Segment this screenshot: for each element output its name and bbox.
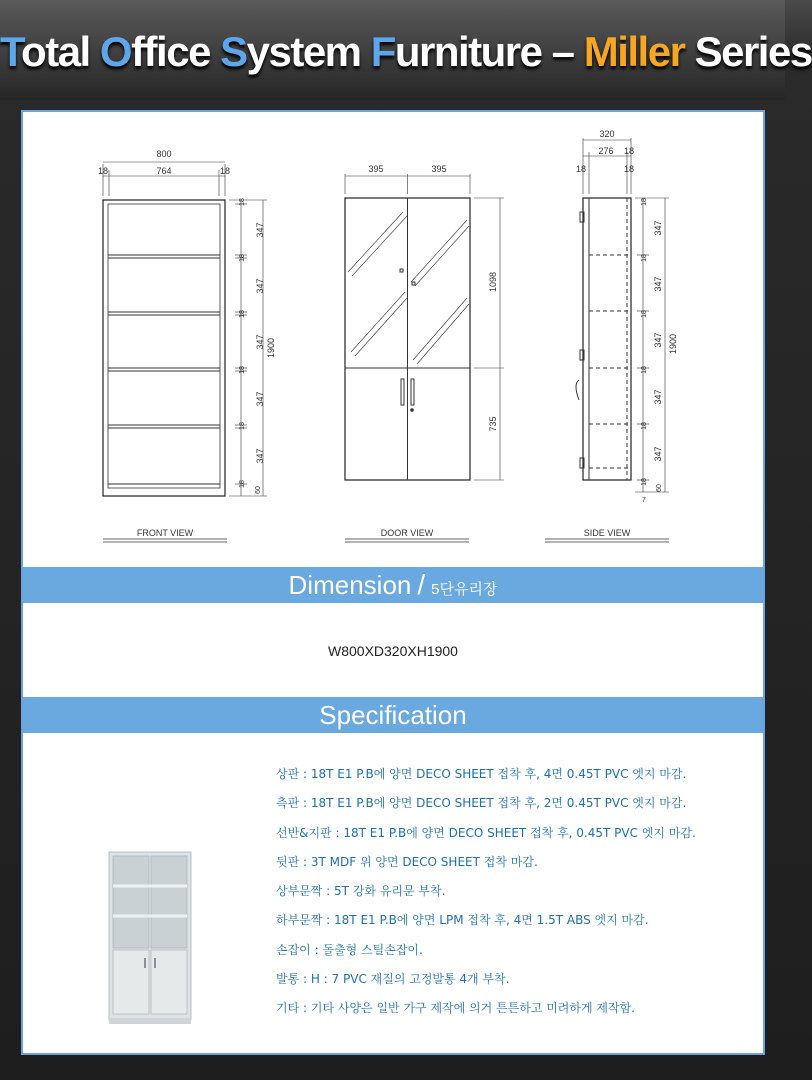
front-board-label-6: 18 xyxy=(239,480,246,488)
front-board-label-4: 18 xyxy=(239,366,246,374)
title-word-2: Office xyxy=(99,28,221,75)
specification-header xyxy=(23,697,763,733)
front-shelf-label-2: 347 xyxy=(255,278,265,294)
side-board-label-4: 18 xyxy=(641,366,648,374)
front-board-label-3: 18 xyxy=(239,310,246,318)
side-board-label-3: 18 xyxy=(641,310,648,318)
side-base-label: 60 xyxy=(656,484,663,492)
spec-item-side-panel: 측판 : 18T E1 P.B에 양면 DECO SHEET 접착 후, 2면 0.45T PVC 엣지 마감. xyxy=(276,796,687,811)
side-shelf-label-4: 347 xyxy=(653,389,663,405)
dimension-slash: / xyxy=(417,569,426,600)
side-board-label-2: 18 xyxy=(641,254,648,262)
front-side-left-label: 18 xyxy=(97,166,109,176)
spec-item-lower-door: 하부문짝 : 18T E1 P.B에 양면 LPM 접착 후, 4면 1.5T ABS 엣지 마감. xyxy=(276,913,649,928)
front-board-label-2: 18 xyxy=(239,254,246,262)
dimension-header xyxy=(23,567,763,603)
title-word-4: Furniture – xyxy=(370,28,584,75)
front-width-label: 800 xyxy=(156,149,172,159)
front-board-label-5: 18 xyxy=(239,422,246,430)
side-depth-label: 320 xyxy=(599,129,615,139)
spec-item-back-panel: 뒷판 : 3T MDF 위 양면 DECO SHEET 접착 마감. xyxy=(276,854,538,869)
specification-list xyxy=(276,764,696,1028)
door-dimension-labels xyxy=(368,164,498,538)
side-side-right-label: 18 xyxy=(623,164,635,174)
front-height-label: 1900 xyxy=(266,337,276,359)
dimension-subtitle: 5단유리장 xyxy=(431,581,498,598)
spec-item-other: 기타 : 기타 사양은 일반 가구 제작에 의거 튼튼하고 미려하게 제작함. xyxy=(276,1001,635,1016)
front-board-label-1: 18 xyxy=(239,198,246,206)
side-board-label-5: 18 xyxy=(641,422,648,430)
product-panel xyxy=(21,110,765,1055)
front-shelf-label-5: 347 xyxy=(255,448,265,464)
side-foot-label: 7 xyxy=(642,497,646,504)
front-shelf-label-1: 347 xyxy=(255,222,265,238)
front-dimension-labels xyxy=(98,149,276,538)
front-inner-label: 764 xyxy=(156,166,172,176)
title-word-1: Total xyxy=(0,28,100,75)
product-illustration xyxy=(105,850,195,1030)
front-base-label: 60 xyxy=(255,486,262,494)
dimension-title: Dimension xyxy=(288,570,412,600)
side-shelf-label-3: 347 xyxy=(653,332,663,348)
spec-item-handle: 손잡이 : 돌출형 스틸손잡이. xyxy=(276,942,423,957)
side-view xyxy=(545,138,669,542)
door-view xyxy=(345,174,504,542)
side-board-label-1: 18 xyxy=(641,198,648,206)
side-view-label: SIDE VIEW xyxy=(583,528,631,538)
side-height-label: 1900 xyxy=(668,333,678,355)
door-lower-label: 735 xyxy=(488,416,498,432)
door-upper-label: 1098 xyxy=(488,271,498,293)
specification-title: Specification xyxy=(319,700,467,730)
spec-item-feet: 발통 : H : 7 PVC 재질의 고정발통 4개 부착. xyxy=(276,972,510,987)
title-suffix: Series xyxy=(684,28,812,75)
door-view-label: DOOR VIEW xyxy=(380,528,434,538)
front-side-right-label: 18 xyxy=(219,166,231,176)
page-title xyxy=(0,28,812,76)
spec-item-top-panel: 상판 : 18T E1 P.B에 양면 DECO SHEET 접착 후, 4면 0.45T PVC 엣지 마감. xyxy=(276,767,687,781)
title-highlight: Miller xyxy=(583,28,685,75)
technical-drawing xyxy=(23,112,763,567)
spec-item-shelf: 선반&지판 : 18T E1 P.B에 양면 DECO SHEET 접착 후, 0.45T PVC 엣지 마감. xyxy=(276,825,696,840)
side-inner-label: 276 xyxy=(598,146,614,156)
front-view-label: FRONT VIEW xyxy=(136,528,194,538)
door-half-right-label: 395 xyxy=(431,164,447,174)
side-shelf-label-5: 347 xyxy=(653,446,663,462)
spec-item-upper-door: 상부문짝 : 5T 강화 유리문 부착. xyxy=(276,884,446,899)
front-shelf-label-4: 347 xyxy=(255,391,265,407)
title-word-3: System xyxy=(220,28,371,75)
side-shelf-label-2: 347 xyxy=(653,276,663,292)
side-shelf-label-1: 347 xyxy=(653,220,663,236)
header xyxy=(0,0,812,100)
side-side-left-label: 18 xyxy=(575,164,587,174)
dimension-value: W800XD320XH1900 xyxy=(328,643,458,659)
side-side-top-label: 18 xyxy=(623,146,635,156)
side-board-label-6: 18 xyxy=(641,478,648,486)
front-shelf-label-3: 347 xyxy=(255,334,265,350)
door-half-left-label: 395 xyxy=(368,164,384,174)
